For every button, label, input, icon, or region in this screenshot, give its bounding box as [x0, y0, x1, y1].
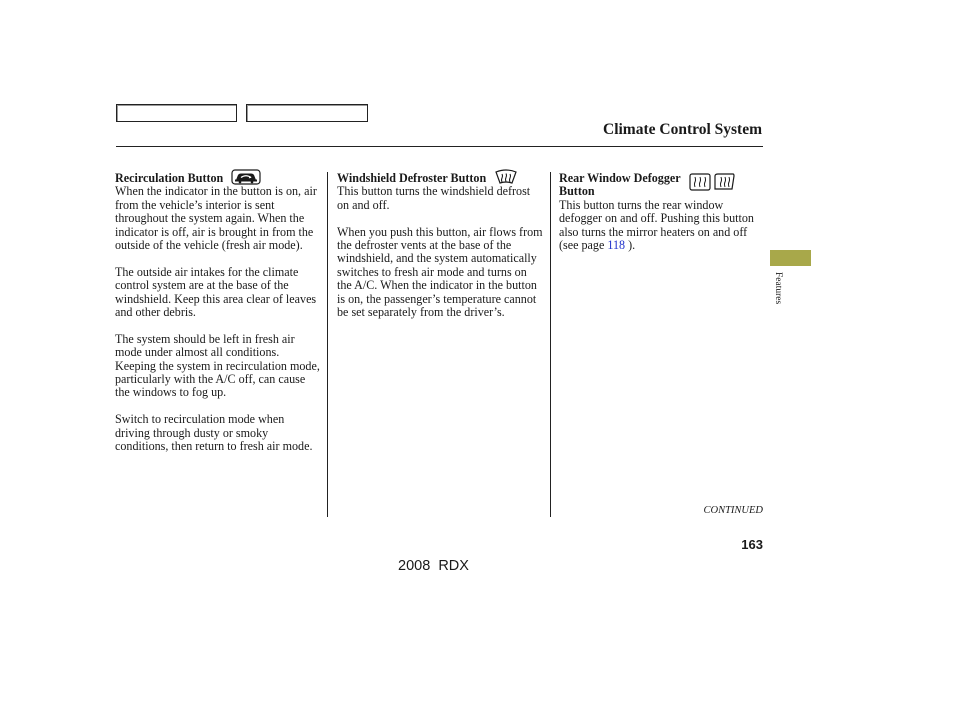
rear-paragraph	[559, 199, 759, 253]
rear-defogger-icon	[689, 173, 711, 194]
header-tab-box-right	[246, 104, 368, 122]
model-label: 2008 RDX	[398, 558, 469, 574]
page-number: 163	[741, 537, 763, 552]
recirculation-paragraph: The outside air intakes for the climate control system are at the base of the windshield. Keep this area clear of leaves and other debris.	[115, 264, 317, 320]
recirculation-paragraph: Switch to recirculation mode when driving through dusty or smoky conditions, then return to fresh air mode.	[115, 412, 313, 454]
mirror-heater-icon	[713, 173, 735, 194]
recirculation-heading: Recirculation Button	[115, 171, 224, 185]
page-title: Climate Control System	[603, 121, 762, 138]
title-rule	[116, 146, 763, 147]
recirculation-paragraph: When the indicator in the button is on, air from the vehicle’s interior is sent throughout the system again. When the indicator is off, air is brought in from the outside of the vehicle (fresh air mode).	[115, 184, 317, 253]
rear-heading-line1: Rear Window Defogger	[559, 171, 681, 185]
section-tab	[770, 250, 811, 266]
windshield-defroster-section	[337, 172, 543, 333]
column-divider	[327, 172, 328, 517]
page-reference-link[interactable]: 118	[607, 238, 626, 253]
rear-text-before-link: This button turns the rear window defogger on and off. Pushing this button also turns the mirror heaters on and off (see page	[559, 197, 754, 253]
continued-label: CONTINUED	[703, 505, 763, 516]
section-tab-label: Features	[773, 272, 783, 305]
windshield-paragraph: This button turns the windshield defrost on and off.	[337, 184, 531, 212]
recirculation-heading-row	[115, 172, 321, 185]
rear-text-after-link: ).	[625, 238, 636, 253]
windshield-heading: Windshield Defroster Button	[337, 171, 487, 185]
header-tab-box-left	[116, 104, 237, 122]
recirculation-section	[115, 172, 321, 467]
rear-heading-row	[559, 172, 759, 185]
rear-heading-line2: Button	[559, 184, 595, 199]
windshield-heading-row	[337, 172, 543, 185]
rear-defogger-section	[559, 172, 759, 266]
column-divider	[550, 172, 551, 517]
recirculation-paragraph: The system should be left in fresh air mode under almost all conditions. Keeping the system in recirculation mode, particularly with the A/C off, can cause the windows to fog up.	[115, 331, 320, 400]
windshield-paragraph: When you push this button, air flows from the defroster vents at the base of the windshield, and the system automatically switches to fresh air mode and turns on the A/C. When the indicator in the button is on, the passenger’s temperature cannot be set separately from the driver’s.	[337, 224, 543, 320]
